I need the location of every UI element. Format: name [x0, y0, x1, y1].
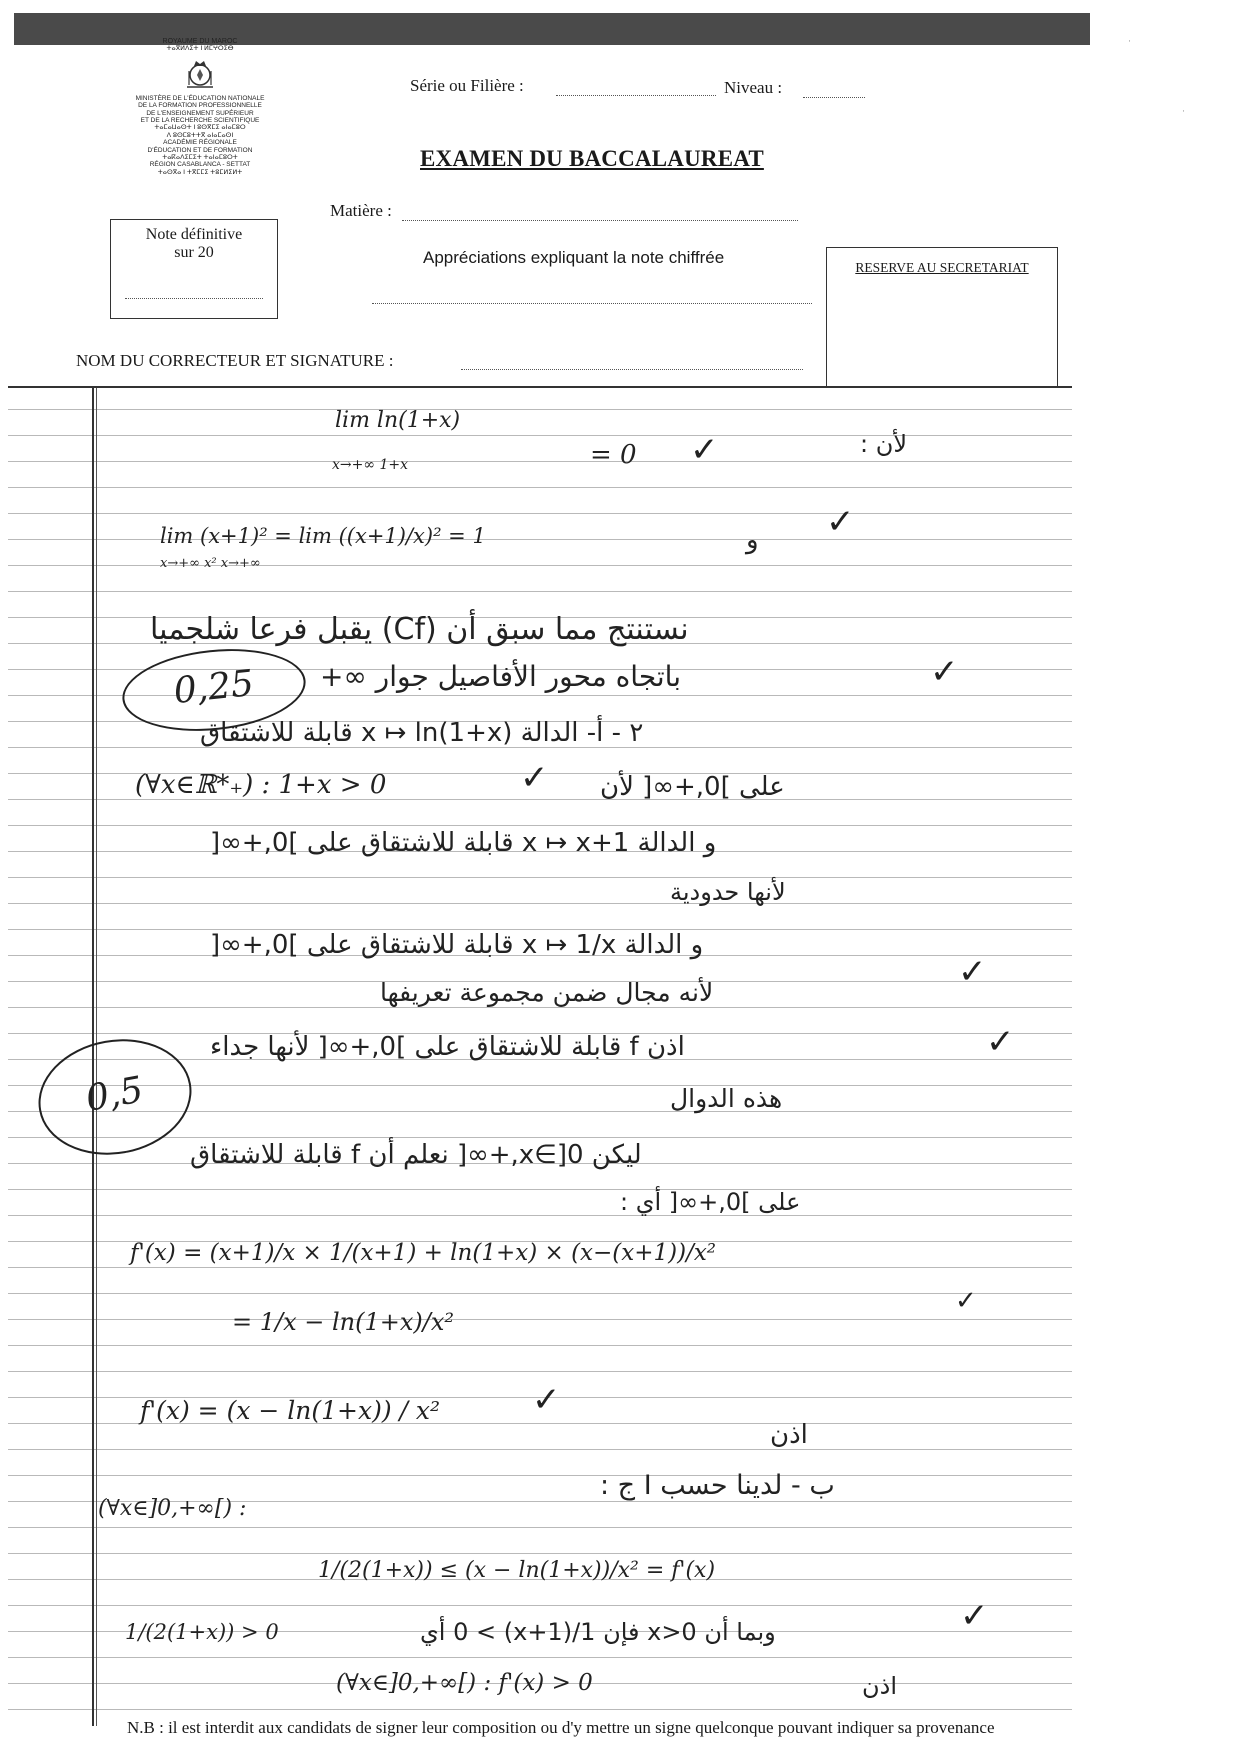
check-mark-icon: ✓ [958, 952, 987, 992]
handwritten-line: اذن f قابلة للاشتقاق على ]0,+∞[ لأنها جداء [210, 1032, 685, 1062]
serie-field[interactable] [556, 95, 716, 96]
ministry-line: MINISTÈRE DE L'ÉDUCATION NATIONALE [135, 94, 265, 102]
footer-notice: N.B : il est interdit aux candidats de signer leur composition ou d'y mettre un signe quelconque pouvant indiquer sa provenance [127, 1718, 995, 1737]
handwritten-line: lim ln(1+x) [335, 408, 461, 433]
check-mark-icon: ✓ [826, 502, 855, 542]
matiere-label: Matière : [330, 201, 392, 220]
secretariat-label: RESERVE AU SECRETARIAT [855, 260, 1029, 275]
ministry-line: RÉGION CASABLANCA - SETTAT [149, 161, 251, 169]
rule-line [8, 903, 1072, 904]
rule-line [8, 409, 1072, 410]
handwritten-line: و الدالة x ↦ 1/x قابلة للاشتقاق على ]0,+∞[ [210, 930, 704, 960]
rule-line [8, 1657, 1072, 1658]
secretariat-box [826, 247, 1058, 388]
final-grade-field[interactable] [125, 298, 263, 299]
ministry-line: ⴷ ⵓⵙⵎⵓⵜⵜⴳ ⴰⵏⴰⵎⴰⵙⵏ [166, 131, 234, 139]
rule-line [8, 825, 1072, 826]
check-mark-icon: ✓ [520, 758, 549, 798]
ministry-line: ROYAUME DU MAROC [162, 38, 238, 45]
ministry-line: ACADÉMIE RÉGIONALE [163, 139, 237, 147]
rule-line [8, 1293, 1072, 1294]
grade-mark: 0,25 [118, 641, 309, 740]
handwritten-line: x→+∞ 1+x [332, 457, 409, 473]
rule-line [8, 591, 1072, 592]
final-grade-box [110, 219, 278, 319]
handwritten-line: ٢ - أ- الدالة x ↦ ln(1+x) قابلة للاشتقاق [200, 718, 644, 748]
check-mark-icon: ✓ [690, 430, 719, 470]
handwritten-line: لأن : [860, 430, 908, 458]
matiere-field[interactable] [402, 220, 798, 221]
royal-emblem-icon [183, 57, 217, 91]
handwritten-line: = 1/x − ln(1+x)/x² [232, 1308, 455, 1336]
check-mark-icon: ✓ [986, 1022, 1015, 1062]
ministry-line: ⵜⴰⴳⵍⴷⵉⵜ ⵏ ⵍⵎⵖⵔⵉⴱ [166, 45, 234, 53]
ministry-line: D'ÉDUCATION ET DE FORMATION [147, 146, 253, 154]
check-mark-icon: ✓ [955, 1286, 977, 1316]
check-mark-icon: ✓ [930, 652, 959, 692]
rule-line [8, 1215, 1072, 1216]
niveau-label: Niveau : [724, 78, 783, 97]
exam-title: EXAMEN DU BACCALAUREAT [420, 146, 764, 171]
handwritten-line: على ]0,+∞[ أي : [620, 1188, 801, 1216]
ministry-line: ⵜⴰⵎⴰⵡⴰⵙⵜ ⵏ ⵓⵙⴳⵎⵉ ⴰⵏⴰⵎⵓⵔ [154, 124, 246, 132]
rule-line [8, 487, 1072, 488]
handwritten-line: 1/(2(1+x)) > 0 [125, 1620, 279, 1644]
rule-line [8, 1371, 1072, 1372]
handwritten-line: وبما أن x>0 فإن 1/(1+x) > 0 أي [420, 1618, 776, 1646]
handwritten-line: نستنتج مما سبق أن (Cf) يقبل فرعا شلجميا [150, 612, 689, 647]
handwritten-line: و [746, 525, 759, 555]
ministry-line: DE L'ENSEIGNEMENT SUPÉRIEUR [146, 109, 254, 117]
handwritten-line: باتجاه محور الأفاصيل جوار ∞+ [320, 660, 682, 693]
handwritten-line: ليكن x∈]0,+∞[ نعلم أن f قابلة للاشتقاق [190, 1140, 642, 1170]
handwritten-line: لأنه مجال ضمن مجموعة تعريفها [380, 978, 714, 1007]
rule-line [8, 1709, 1072, 1710]
handwritten-line: اذن [862, 1672, 897, 1700]
handwritten-line: x→+∞ x² x→+∞ [160, 556, 261, 571]
rule-line [8, 1345, 1072, 1346]
rule-line [8, 1475, 1072, 1476]
handwritten-line: (∀x∈]0,+∞[) : f'(x) > 0 [336, 1670, 593, 1696]
serie-label: Série ou Filière : [410, 76, 524, 95]
ministry-header [110, 38, 290, 176]
check-mark-icon: ✓ [532, 1380, 561, 1420]
final-grade-label: Note définitive sur 20 [145, 226, 243, 261]
handwritten-line: (∀x∈ℝ*₊) : 1+x > 0 [135, 770, 387, 800]
rule-line [8, 1319, 1072, 1320]
ministry-line: ⵜⴰⴽⴰⴷⵉⵎⵉⵜ ⵜⴰⵏⴰⵎⵓⵔⵜ [162, 154, 238, 162]
rule-line [8, 1267, 1072, 1268]
rule-line [8, 877, 1072, 878]
niveau-field[interactable] [803, 97, 865, 98]
grade-mark: 0,5 [29, 1027, 200, 1166]
handwritten-line: على ]0,+∞[ لأن [600, 772, 785, 802]
check-mark-icon: ✓ [960, 1596, 989, 1636]
rule-line [8, 435, 1072, 436]
handwritten-line: ب - لدينا حسب I ج : [600, 1470, 835, 1501]
rule-line [8, 1007, 1072, 1008]
rule-line [8, 386, 1072, 388]
handwritten-line: f'(x) = (x+1)/x × 1/(x+1) + ln(1+x) × (x−(x+1))/x² [130, 1240, 717, 1266]
handwritten-line: هذه الدوال [670, 1084, 783, 1113]
rule-line [8, 1553, 1072, 1554]
rule-line [8, 461, 1072, 462]
appreciations-label: Appréciations expliquant la note chiffrée [423, 248, 725, 267]
handwritten-line: اذن [770, 1420, 808, 1450]
corrector-field[interactable] [461, 369, 803, 370]
rule-line [8, 1605, 1072, 1606]
scan-speck: · [1128, 36, 1131, 46]
handwritten-line: (∀x∈]0,+∞[) : [98, 1496, 247, 1521]
handwritten-line: = 0 [590, 440, 637, 470]
handwritten-line: 1/(2(1+x)) ≤ (x − ln(1+x))/x² = f'(x) [318, 1558, 716, 1583]
scan-speck: · [1182, 106, 1185, 116]
rule-line [8, 513, 1072, 514]
rule-line [8, 1527, 1072, 1528]
ministry-line: DE LA FORMATION PROFESSIONNELLE [138, 102, 262, 110]
rule-line [8, 1137, 1072, 1138]
handwritten-line: f'(x) = (x − ln(1+x)) / x² [140, 1396, 441, 1425]
handwritten-line: و الدالة x ↦ x+1 قابلة للاشتقاق على ]0,+∞[ [210, 828, 717, 858]
ministry-line: ET DE LA RECHERCHE SCIENTIFIQUE [140, 117, 260, 125]
appreciations-field[interactable] [372, 303, 812, 304]
handwritten-line: lim (x+1)² = lim ((x+1)/x)² = 1 [160, 524, 486, 548]
handwritten-line: لأنها حدودية [670, 878, 786, 906]
ministry-line: ⵜⴰⵙⴳⴰ ⵏ ⵜⴳⵎⵎⵉ ⵜⵓⵎⵍⵉⵍⵜ [157, 168, 243, 176]
rule-line [8, 1449, 1072, 1450]
corrector-label: NOM DU CORRECTEUR ET SIGNATURE : [76, 351, 394, 370]
rule-line [8, 1189, 1072, 1190]
